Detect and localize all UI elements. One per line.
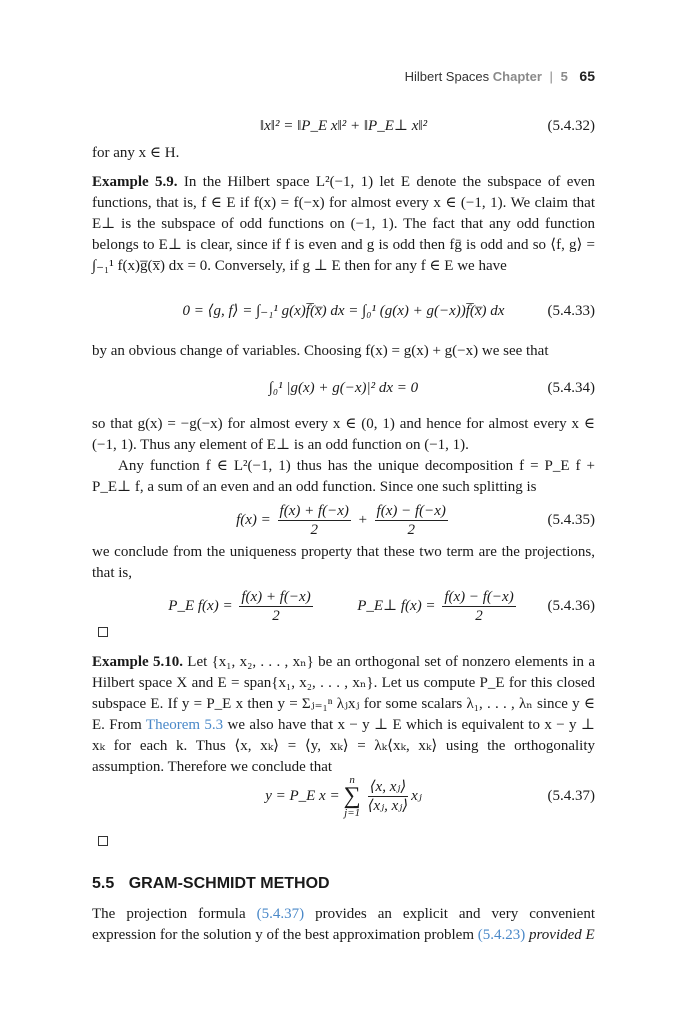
section-number: 5.5 — [92, 875, 115, 892]
qed-square — [98, 836, 108, 846]
equation-number: (5.4.36) — [547, 597, 595, 614]
fraction-denominator: ⟨xⱼ, xⱼ⟩ — [367, 797, 409, 814]
paragraph-text-a: The projection formula — [92, 906, 246, 922]
paragraph-conclude: we conclude from the uniqueness property that these two term are the projections, that is, — [92, 544, 595, 581]
equation-5-4-35 — [92, 498, 595, 542]
equation-number: (5.4.35) — [547, 511, 595, 528]
equation-body: ‖x‖² = ‖P_E x‖² + ‖P_E⊥ x‖² — [259, 117, 428, 134]
fraction-odd — [442, 588, 515, 625]
fraction-numerator: f(x) + f(−x) — [279, 502, 349, 519]
equation-number: (5.4.34) — [547, 379, 595, 396]
coefficient-fraction — [368, 778, 408, 815]
equation-body: 0 = ⟨g, f⟩ = ∫₋₁¹ g(x)f̅(x̅) dx = ∫₀¹ (g(x) + g(−x))f̅(x̅) dx — [182, 302, 505, 319]
equation-5-4-36 — [92, 584, 595, 628]
header-separator: | — [549, 69, 553, 84]
fraction-numerator: f(x) + f(−x) — [241, 588, 311, 605]
equation-5-4-32 — [92, 114, 595, 138]
fraction-numerator: ⟨x, xⱼ⟩ — [369, 778, 407, 795]
equation-number: (5.4.32) — [547, 117, 595, 134]
equation-lhs-even: P_E f(x) = — [168, 597, 233, 614]
paragraph-text-b: provides an explicit and very convenient expression for the solution y of the best approximation problem — [92, 906, 596, 943]
equation-tail: xⱼ — [411, 787, 422, 804]
fraction-even — [278, 502, 351, 539]
equation-body: ∫₀¹ |g(x) + g(−x)|² dx = 0 — [268, 379, 419, 396]
paragraph-so-that: so that g(x) = −g(−x) for almost every x ∈ (0, 1) and hence for almost every x ∈ (−1, 1). Thus any element of E⊥ is an odd function on (−1, 1). — [92, 416, 595, 453]
example-5-10 — [92, 652, 595, 778]
paragraph-projection-formula — [92, 904, 595, 946]
section-title: GRAM-SCHMIDT METHOD — [128, 875, 330, 892]
example-label: Example 5.9. — [92, 174, 178, 190]
paragraph-any-function: Any function f ∈ L²(−1, 1) thus has the unique decomposition f = P_E f + P_E⊥ f, a sum of an even and an odd function. Since one such splitting is — [92, 458, 595, 495]
page-number: 65 — [579, 68, 595, 84]
summation — [344, 774, 361, 819]
example-text-a: Let {x₁, x₂, . . . , xₙ} be an orthogonal set of nonzero elements in a Hilbert space X and E = span{x₁, x₂, . . . , xₙ}. Let us compute P_E for this closed subspace E. If y = P_E x then y = Σⱼ₌₁ⁿ λⱼxⱼ for some scalars λ₁, . . . , λₙ since y ∈ E. From — [92, 654, 596, 733]
example-5-9 — [92, 172, 595, 277]
paragraph-text-c: provided E — [529, 927, 595, 943]
sum-upper-limit: n — [349, 773, 355, 786]
theorem-link[interactable]: Theorem 5.3 — [145, 717, 224, 733]
running-header — [92, 66, 595, 87]
paragraph-change-of-variables: by an obvious change of variables. Choosing f(x) = g(x) + g(−x) we see that — [92, 343, 549, 359]
equation-5-4-37 — [92, 768, 595, 824]
equation-number: (5.4.33) — [547, 302, 595, 319]
section-heading — [92, 873, 330, 894]
equation-link-5-4-37[interactable]: (5.4.37) — [256, 906, 305, 922]
fraction-numerator: f(x) − f(−x) — [444, 588, 514, 605]
fraction-denominator: 2 — [407, 521, 415, 538]
example-text-b: we also have that x − y ⊥ E which is equivalent to x − y ⊥ xₖ for each k. Thus ⟨x, xₖ⟩ = ⟨y, xₖ⟩ = λₖ⟨xₖ, xₖ⟩ using the orthogonality assumption. Therefore we conclude that — [92, 717, 596, 775]
equation-lhs: f(x) = — [236, 511, 271, 528]
header-section-title: Hilbert Spaces — [404, 69, 490, 84]
fraction-denominator: 2 — [272, 607, 280, 624]
sum-lower-limit: j=1 — [344, 806, 361, 819]
equation-5-4-34 — [92, 366, 595, 410]
paragraph-for-any: for any x ∈ H. — [92, 145, 180, 161]
example-label: Example 5.10. — [92, 654, 183, 670]
header-chapter-label: Chapter — [492, 69, 542, 84]
header-chapter-number: 5 — [560, 69, 568, 84]
fraction-denominator: 2 — [310, 521, 318, 538]
equation-link-5-4-23[interactable]: (5.4.23) — [477, 927, 526, 943]
equation-number: (5.4.37) — [547, 787, 595, 804]
fraction-even — [239, 588, 312, 625]
equation-lhs: y = P_E x = — [265, 787, 340, 804]
equation-body — [168, 588, 518, 625]
qed-square — [98, 627, 108, 637]
fraction-denominator: 2 — [475, 607, 483, 624]
equation-5-4-33 — [92, 289, 595, 333]
equation-body — [265, 774, 422, 819]
equation-body — [236, 502, 451, 539]
fraction-odd — [375, 502, 448, 539]
equation-lhs-odd: P_E⊥ f(x) = — [357, 597, 436, 614]
fraction-numerator: f(x) − f(−x) — [376, 502, 446, 519]
plus-sign: + — [357, 511, 368, 528]
example-text: In the Hilbert space L²(−1, 1) let E denote the subspace of even functions, that is, f ∈ E if f(x) = f(−x) for almost every x ∈ (−1, 1). We claim that E⊥ is the subspace of odd functions on (−1, 1). The fact that any odd function belongs to E⊥ is clear, since if f is even and g is odd then fḡ is odd and so ⟨f, g⟩ = ∫₋₁¹ f(x)g̅(x̅) dx = 0. Conversely, if g ⊥ E then for any f ∈ E we have — [92, 174, 596, 274]
sigma-symbol: ∑ — [343, 782, 361, 809]
